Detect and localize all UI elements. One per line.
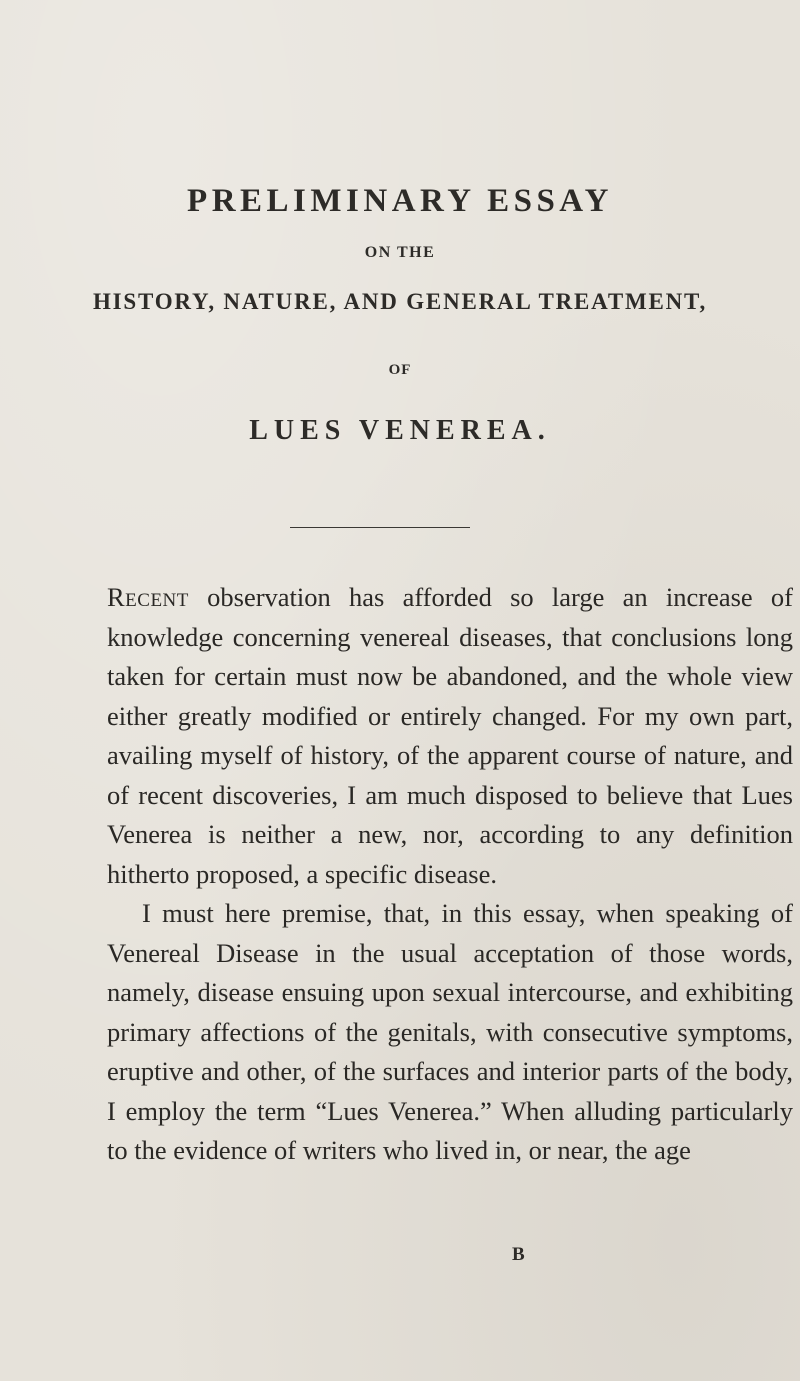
- essay-body: [107, 578, 793, 1171]
- body-paragraph-2: I must here premise, that, in this essay, when speaking of Venereal Disease in the usual acceptation of those words, namely, disease ensuing upon sexual intercourse, and exhibiting primary affections of the genitals, with consecutive symptoms, eruptive and other, of the surfaces and interior parts of the body, I employ the term “Lues Venerea.” When alluding particularly to the evidence of writers who lived in, or near, the age: [107, 898, 793, 1165]
- title-rule-divider: [290, 527, 470, 528]
- body-paragraph-1: [107, 578, 793, 894]
- essay-subject: LUES VENEREA.: [249, 415, 551, 446]
- essay-title: PRELIMINARY ESSAY: [187, 183, 613, 219]
- paragraph-1-text: observation has afforded so large an increase of knowledge concerning venereal diseases, that conclusions long taken for certain must now be abandoned, and the whole view either greatly modified or entirely changed. For my own part, availing myself of history, of the apparent course of nature, and of recent discoveries, I am much disposed to believe that Lues Venerea is neither a new, nor, according to any definition hitherto proposed, a specific disease.: [107, 582, 793, 889]
- signature-mark: B: [512, 1244, 525, 1265]
- title-connector-on-the: ON THE: [364, 244, 436, 261]
- essay-subtitle: HISTORY, NATURE, AND GENERAL TREATMENT,: [92, 289, 708, 314]
- title-connector-of: OF: [388, 362, 412, 378]
- paragraph-lead-word: Recent: [107, 582, 189, 612]
